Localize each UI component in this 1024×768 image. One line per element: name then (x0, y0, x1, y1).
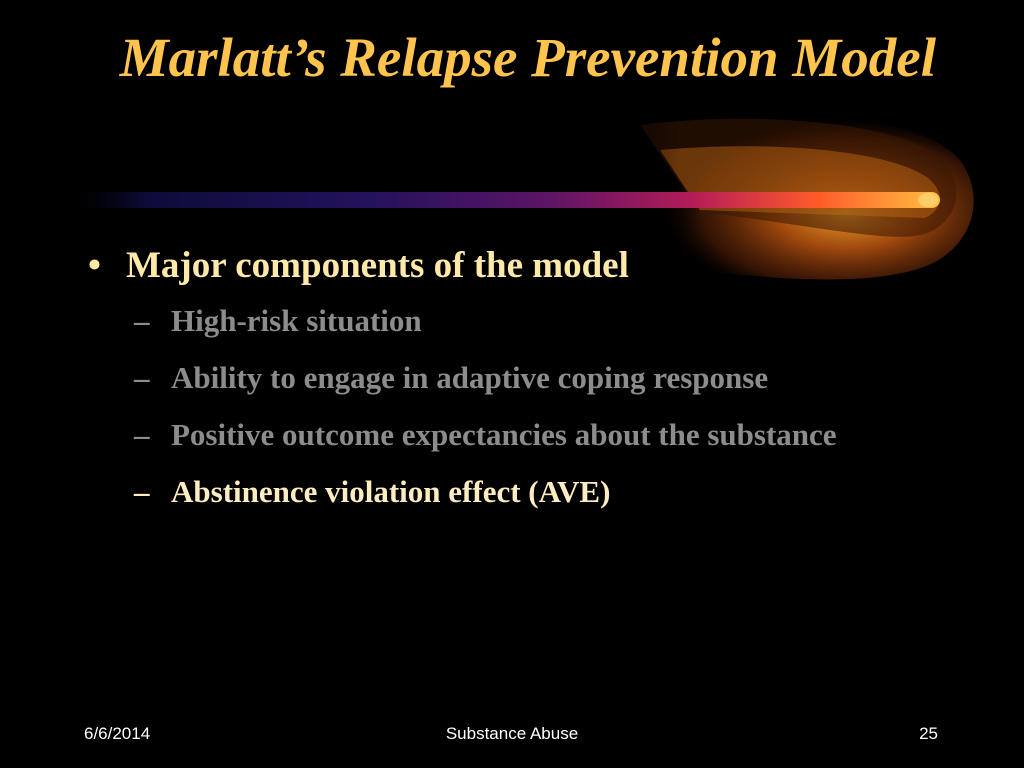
sub-bullet-marker: – (134, 303, 150, 338)
footer-page-number: 25 (919, 724, 938, 743)
sub-bullet-marker: – (134, 474, 150, 509)
sub-bullet-text: Abstinence violation effect (AVE) (171, 474, 611, 509)
footer-date: 6/6/2014 (84, 724, 151, 743)
bullet-item (88, 238, 908, 294)
sub-bullet-marker: – (134, 417, 150, 452)
bullet-text: Major components of the model (126, 245, 629, 286)
sub-bullet-text: High-risk situation (171, 303, 422, 338)
slide-title: Marlatt’s Relapse Prevention Model (119, 27, 936, 88)
sub-bullet-item (134, 296, 908, 346)
footer-title: Substance Abuse (445, 724, 579, 743)
sub-bullet-text: Positive outcome expectancies about the substance (171, 417, 837, 452)
sub-bullet-list (88, 296, 908, 517)
sub-bullet-text: Ability to engage in adaptive coping response (171, 360, 769, 395)
sub-bullet-item (134, 410, 908, 460)
slide-content (88, 238, 908, 524)
sub-bullet-marker: – (134, 360, 150, 395)
sub-bullet-item-highlighted (134, 467, 908, 517)
bullet-marker: • (88, 245, 101, 286)
sub-bullet-item (134, 353, 908, 403)
